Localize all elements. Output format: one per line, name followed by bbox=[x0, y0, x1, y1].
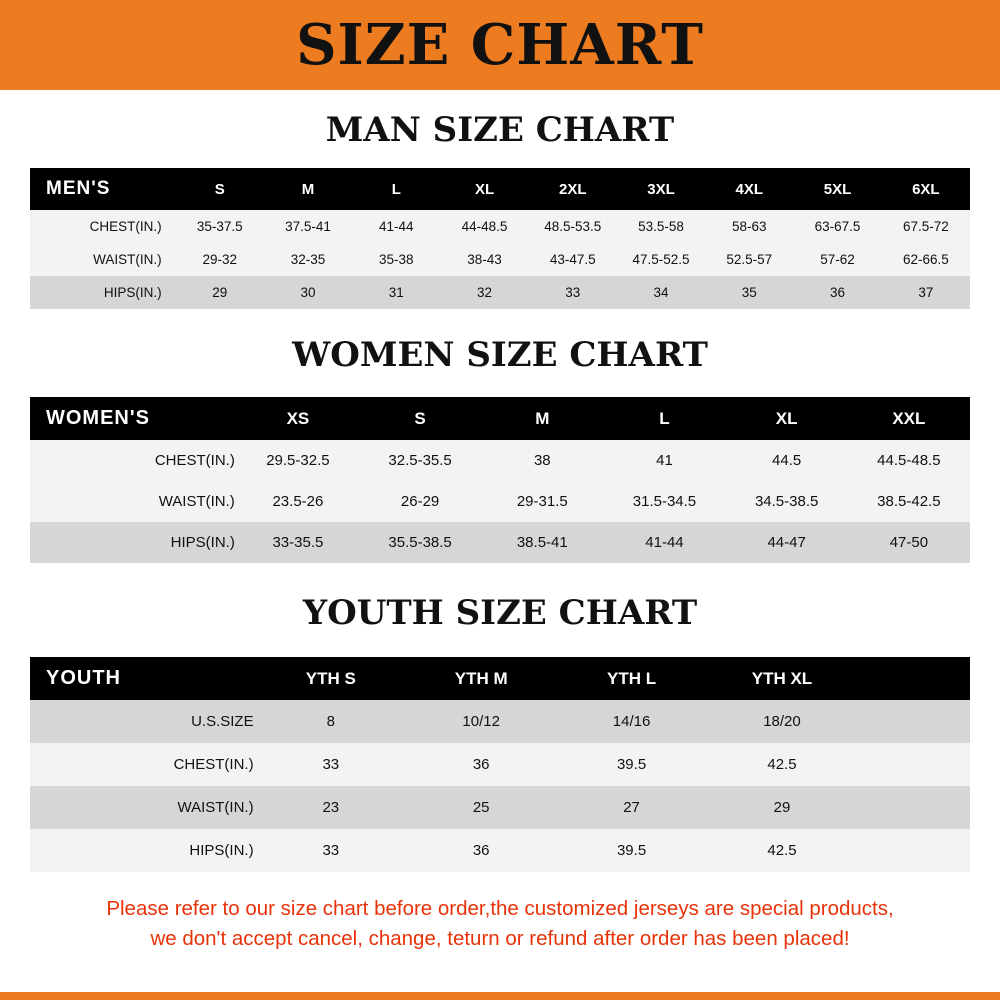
table-row bbox=[30, 481, 970, 522]
cell: 53.5-58 bbox=[617, 210, 705, 243]
cell: 33 bbox=[256, 743, 406, 786]
row-label: CHEST(IN.) bbox=[30, 743, 256, 786]
cell: 23.5-26 bbox=[237, 481, 359, 522]
cell: 44-47 bbox=[726, 522, 848, 563]
women-col-header: L bbox=[603, 397, 725, 440]
cell-spacer bbox=[857, 786, 970, 829]
cell: 14/16 bbox=[556, 700, 706, 743]
women-col-header: M bbox=[481, 397, 603, 440]
cell: 29-32 bbox=[176, 243, 264, 276]
footer-note-line-2: we don't accept cancel, change, teturn or refund after order has been placed! bbox=[150, 926, 850, 950]
women-col-header: S bbox=[359, 397, 481, 440]
cell: 37.5-41 bbox=[264, 210, 352, 243]
cell: 31 bbox=[352, 276, 440, 309]
cell: 52.5-57 bbox=[705, 243, 793, 276]
youth-table-header bbox=[30, 657, 970, 700]
cell: 37 bbox=[882, 276, 970, 309]
cell: 32-35 bbox=[264, 243, 352, 276]
man-col-header: 4XL bbox=[705, 168, 793, 210]
cell: 38.5-42.5 bbox=[848, 481, 970, 522]
cell: 43-47.5 bbox=[529, 243, 617, 276]
women-corner-label: WOMEN'S bbox=[30, 397, 237, 440]
man-col-header: 5XL bbox=[793, 168, 881, 210]
cell: 35.5-38.5 bbox=[359, 522, 481, 563]
women-table-wrap bbox=[0, 397, 1000, 563]
cell: 47.5-52.5 bbox=[617, 243, 705, 276]
cell: 29-31.5 bbox=[481, 481, 603, 522]
cell: 47-50 bbox=[848, 522, 970, 563]
cell: 41 bbox=[603, 440, 725, 481]
cell: 29 bbox=[176, 276, 264, 309]
table-row bbox=[30, 786, 970, 829]
row-label: WAIST(IN.) bbox=[30, 481, 237, 522]
women-table-body bbox=[30, 440, 970, 563]
cell: 41-44 bbox=[603, 522, 725, 563]
table-header-row bbox=[30, 168, 970, 210]
youth-corner-label: YOUTH bbox=[30, 657, 256, 700]
table-row bbox=[30, 440, 970, 481]
table-row bbox=[30, 243, 970, 276]
cell: 57-62 bbox=[793, 243, 881, 276]
header-banner bbox=[0, 0, 1000, 90]
table-row bbox=[30, 276, 970, 309]
row-label: CHEST(IN.) bbox=[30, 440, 237, 481]
youth-col-header: YTH S bbox=[256, 657, 406, 700]
cell: 63-67.5 bbox=[793, 210, 881, 243]
youth-section-title: YOUTH SIZE CHART bbox=[302, 593, 698, 633]
man-col-header: L bbox=[352, 168, 440, 210]
cell: 35 bbox=[705, 276, 793, 309]
cell: 25 bbox=[406, 786, 556, 829]
cell: 32 bbox=[440, 276, 528, 309]
man-table-header bbox=[30, 168, 970, 210]
women-col-header: XS bbox=[237, 397, 359, 440]
cell: 23 bbox=[256, 786, 406, 829]
man-col-header: 6XL bbox=[882, 168, 970, 210]
cell: 44.5 bbox=[726, 440, 848, 481]
footer-note-line-1: Please refer to our size chart before order,the customized jerseys are special products, bbox=[106, 897, 894, 920]
table-row bbox=[30, 829, 970, 872]
cell: 62-66.5 bbox=[882, 243, 970, 276]
youth-spacer-header bbox=[857, 657, 970, 700]
cell: 30 bbox=[264, 276, 352, 309]
women-size-table bbox=[30, 397, 970, 563]
row-label: WAIST(IN.) bbox=[30, 243, 176, 276]
cell: 42.5 bbox=[707, 743, 857, 786]
youth-table-body bbox=[30, 700, 970, 872]
cell: 31.5-34.5 bbox=[603, 481, 725, 522]
cell: 39.5 bbox=[556, 829, 706, 872]
youth-table-wrap bbox=[0, 657, 1000, 872]
row-label: HIPS(IN.) bbox=[30, 522, 237, 563]
cell: 38 bbox=[481, 440, 603, 481]
women-section-title: WOMEN SIZE CHART bbox=[292, 335, 708, 375]
women-col-header: XL bbox=[726, 397, 848, 440]
cell: 44.5-48.5 bbox=[848, 440, 970, 481]
table-row bbox=[30, 743, 970, 786]
cell: 26-29 bbox=[359, 481, 481, 522]
cell-spacer bbox=[857, 829, 970, 872]
youth-col-header: YTH M bbox=[406, 657, 556, 700]
youth-col-header: YTH L bbox=[556, 657, 706, 700]
row-label: HIPS(IN.) bbox=[30, 276, 176, 309]
cell: 48.5-53.5 bbox=[529, 210, 617, 243]
cell-spacer bbox=[857, 743, 970, 786]
man-col-header: XL bbox=[440, 168, 528, 210]
cell: 27 bbox=[556, 786, 706, 829]
cell: 67.5-72 bbox=[882, 210, 970, 243]
cell: 35-37.5 bbox=[176, 210, 264, 243]
cell: 35-38 bbox=[352, 243, 440, 276]
table-header-row bbox=[30, 657, 970, 700]
row-label: CHEST(IN.) bbox=[30, 210, 176, 243]
cell: 42.5 bbox=[707, 829, 857, 872]
man-table-wrap bbox=[0, 168, 1000, 309]
cell-spacer bbox=[857, 700, 970, 743]
cell: 29.5-32.5 bbox=[237, 440, 359, 481]
cell: 33 bbox=[256, 829, 406, 872]
man-col-header: 2XL bbox=[529, 168, 617, 210]
cell: 10/12 bbox=[406, 700, 556, 743]
cell: 58-63 bbox=[705, 210, 793, 243]
cell: 39.5 bbox=[556, 743, 706, 786]
cell: 33-35.5 bbox=[237, 522, 359, 563]
cell: 41-44 bbox=[352, 210, 440, 243]
table-row bbox=[30, 522, 970, 563]
footer-note bbox=[0, 872, 1000, 953]
cell: 33 bbox=[529, 276, 617, 309]
cell: 32.5-35.5 bbox=[359, 440, 481, 481]
cell: 8 bbox=[256, 700, 406, 743]
man-col-header: M bbox=[264, 168, 352, 210]
women-col-header: XXL bbox=[848, 397, 970, 440]
cell: 34 bbox=[617, 276, 705, 309]
table-header-row bbox=[30, 397, 970, 440]
row-label: HIPS(IN.) bbox=[30, 829, 256, 872]
row-label: U.S.SIZE bbox=[30, 700, 256, 743]
man-corner-label: MEN'S bbox=[30, 168, 176, 210]
man-size-table bbox=[30, 168, 970, 309]
man-col-header: 3XL bbox=[617, 168, 705, 210]
man-section-title: MAN SIZE CHART bbox=[325, 110, 675, 150]
cell: 36 bbox=[406, 743, 556, 786]
man-table-body bbox=[30, 210, 970, 309]
cell: 38-43 bbox=[440, 243, 528, 276]
cell: 29 bbox=[707, 786, 857, 829]
cell: 36 bbox=[406, 829, 556, 872]
women-table-header bbox=[30, 397, 970, 440]
cell: 34.5-38.5 bbox=[726, 481, 848, 522]
row-label: WAIST(IN.) bbox=[30, 786, 256, 829]
cell: 18/20 bbox=[707, 700, 857, 743]
cell: 38.5-41 bbox=[481, 522, 603, 563]
youth-size-table bbox=[30, 657, 970, 872]
table-row bbox=[30, 700, 970, 743]
man-col-header: S bbox=[176, 168, 264, 210]
youth-col-header: YTH XL bbox=[707, 657, 857, 700]
table-row bbox=[30, 210, 970, 243]
page-title: SIZE CHART bbox=[296, 12, 704, 78]
cell: 36 bbox=[793, 276, 881, 309]
cell: 44-48.5 bbox=[440, 210, 528, 243]
bottom-accent-bar bbox=[0, 992, 1000, 1000]
